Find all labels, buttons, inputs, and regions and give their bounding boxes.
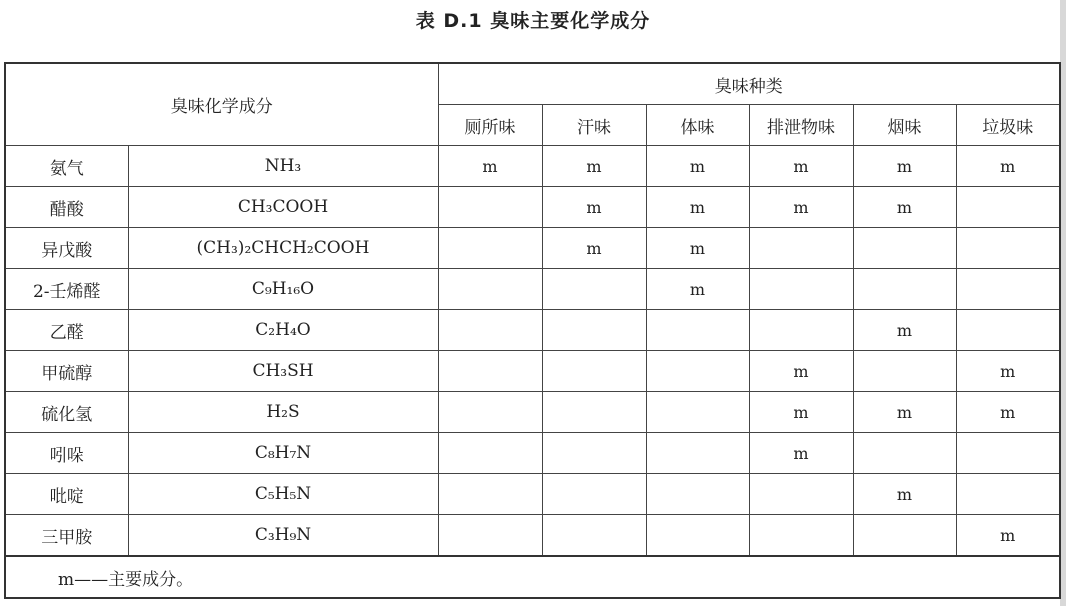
- mark-cell: [542, 269, 646, 310]
- mark-cell: [646, 392, 749, 433]
- compound-formula: (CH₃)₂CHCH₂COOH: [128, 228, 438, 269]
- table-row: [5, 392, 1060, 433]
- table-row: [5, 351, 1060, 392]
- mark-cell: m: [853, 146, 956, 187]
- mark-cell: [853, 433, 956, 474]
- mark-cell: [646, 310, 749, 351]
- table-row: [5, 515, 1060, 557]
- mark-cell: [438, 228, 542, 269]
- mark-cell: [438, 351, 542, 392]
- header-odor-type: 烟味: [853, 105, 956, 146]
- mark-cell: m: [749, 351, 853, 392]
- mark-cell: m: [749, 392, 853, 433]
- header-odor-type: 体味: [646, 105, 749, 146]
- table-row: [5, 228, 1060, 269]
- compound-formula: NH₃: [128, 146, 438, 187]
- mark-cell: [542, 474, 646, 515]
- compound-name: 乙醛: [5, 310, 128, 351]
- mark-cell: [438, 474, 542, 515]
- mark-cell: m: [646, 146, 749, 187]
- mark-cell: m: [542, 228, 646, 269]
- mark-cell: [646, 515, 749, 557]
- compound-name: 三甲胺: [5, 515, 128, 557]
- mark-cell: [438, 392, 542, 433]
- mark-cell: [956, 269, 1060, 310]
- mark-cell: m: [646, 269, 749, 310]
- mark-cell: m: [853, 474, 956, 515]
- mark-cell: [438, 515, 542, 557]
- mark-cell: m: [956, 146, 1060, 187]
- header-component: 臭味化学成分: [5, 63, 438, 146]
- mark-cell: m: [853, 310, 956, 351]
- mark-cell: [956, 187, 1060, 228]
- compound-name: 硫化氢: [5, 392, 128, 433]
- mark-cell: m: [646, 187, 749, 228]
- mark-cell: [542, 433, 646, 474]
- header-odor-types: 臭味种类: [438, 63, 1060, 105]
- mark-cell: [749, 310, 853, 351]
- mark-cell: m: [956, 351, 1060, 392]
- compound-name: 醋酸: [5, 187, 128, 228]
- mark-cell: m: [749, 146, 853, 187]
- mark-cell: m: [438, 146, 542, 187]
- compound-formula: C₉H₁₆O: [128, 269, 438, 310]
- mark-cell: [853, 269, 956, 310]
- mark-cell: [542, 392, 646, 433]
- compound-formula: C₃H₉N: [128, 515, 438, 557]
- mark-cell: m: [542, 187, 646, 228]
- mark-cell: m: [646, 228, 749, 269]
- mark-cell: [438, 269, 542, 310]
- table-row: [5, 146, 1060, 187]
- mark-cell: m: [853, 392, 956, 433]
- mark-cell: [438, 433, 542, 474]
- mark-cell: m: [853, 187, 956, 228]
- mark-cell: [749, 474, 853, 515]
- mark-cell: [956, 310, 1060, 351]
- mark-cell: [646, 433, 749, 474]
- mark-cell: [646, 351, 749, 392]
- compound-name: 异戊酸: [5, 228, 128, 269]
- mark-cell: [853, 515, 956, 557]
- compound-name: 吡啶: [5, 474, 128, 515]
- mark-cell: [749, 515, 853, 557]
- mark-cell: [542, 515, 646, 557]
- mark-cell: [438, 187, 542, 228]
- compound-name: 吲哚: [5, 433, 128, 474]
- table-row: [5, 474, 1060, 515]
- compound-formula: C₈H₇N: [128, 433, 438, 474]
- mark-cell: [542, 310, 646, 351]
- compound-formula: H₂S: [128, 392, 438, 433]
- mark-cell: [749, 269, 853, 310]
- table-row: [5, 269, 1060, 310]
- table-row: [5, 310, 1060, 351]
- mark-cell: m: [956, 392, 1060, 433]
- compound-formula: C₂H₄O: [128, 310, 438, 351]
- mark-cell: [956, 474, 1060, 515]
- header-odor-type: 汗味: [542, 105, 646, 146]
- table-row: [5, 187, 1060, 228]
- compound-name: 2-壬烯醛: [5, 269, 128, 310]
- table-row: [5, 433, 1060, 474]
- mark-cell: [646, 474, 749, 515]
- mark-cell: m: [749, 187, 853, 228]
- mark-cell: [956, 228, 1060, 269]
- footnote-row: [5, 556, 1060, 598]
- compound-formula: CH₃COOH: [128, 187, 438, 228]
- footnote: m——主要成分。: [5, 556, 1060, 598]
- compound-formula: CH₃SH: [128, 351, 438, 392]
- mark-cell: m: [749, 433, 853, 474]
- mark-cell: [853, 351, 956, 392]
- compound-formula: C₅H₅N: [128, 474, 438, 515]
- compound-name: 甲硫醇: [5, 351, 128, 392]
- header-odor-type: 排泄物味: [749, 105, 853, 146]
- compound-name: 氨气: [5, 146, 128, 187]
- header-odor-type: 垃圾味: [956, 105, 1060, 146]
- mark-cell: [749, 228, 853, 269]
- mark-cell: [853, 228, 956, 269]
- odor-components-table: [4, 62, 1061, 599]
- mark-cell: m: [542, 146, 646, 187]
- mark-cell: m: [956, 515, 1060, 557]
- mark-cell: [542, 351, 646, 392]
- table-title: 表 D.1 臭味主要化学成分: [415, 10, 651, 32]
- mark-cell: [956, 433, 1060, 474]
- mark-cell: [438, 310, 542, 351]
- header-odor-type: 厕所味: [438, 105, 542, 146]
